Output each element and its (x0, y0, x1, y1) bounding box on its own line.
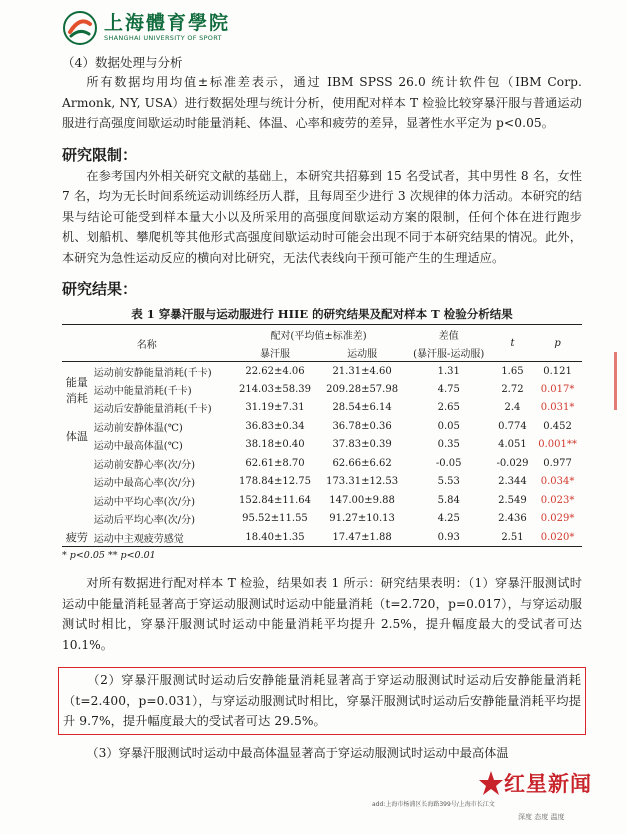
table-row (62, 380, 582, 399)
row-sweat-value: 62.61±8.70 (245, 457, 305, 469)
row-sweat-value: 95.52±11.55 (242, 513, 308, 525)
results-paragraph-1: 对所有数据进行配对样本 T 检验，结果如表 1 所示：研究结果表明：（1）穿暴汗服测试时运动中能量消耗显著高于穿运动服测试时运动中能量消耗（t=2.720，p=0.017），与穿运动服测试时相比，穿暴汗服测试时运动中能量消耗平均提升 2.5%，提升幅度最大的受试者可达 10.1%。 (62, 576, 582, 652)
row-sport-value: 37.83±0.39 (332, 439, 392, 451)
row-sport-value: 173.31±12.53 (326, 476, 399, 488)
table-row (62, 473, 582, 492)
university-emblem-icon (62, 10, 98, 46)
section-heading-data-analysis: （4）数据处理与分析 (62, 55, 183, 70)
table-row (62, 399, 582, 418)
row-item-name: 运动中最高心率(次/分) (93, 478, 195, 490)
col-header-name: 名称 (62, 325, 231, 362)
row-p-value: 0.020* (533, 528, 582, 547)
row-t-value: 2.344 (498, 476, 527, 488)
row-sweat-value: 18.40±1.35 (231, 528, 318, 547)
row-item-name: 运动前安静体温(℃) (93, 422, 183, 434)
row-sport-value: 28.54±6.14 (332, 402, 392, 414)
row-diff-value: 0.35 (437, 439, 460, 451)
row-diff-value: -0.05 (435, 457, 462, 469)
results-paragraph-2: （2）穿暴汗服测试时运动后安静能量消耗显著高于穿运动服测试时运动后安静能量消耗（t=2.400，p=0.031），与穿运动服测试时相比，穿暴汗服测试时运动后安静能量消耗平均提升 9.7%，提升幅度最大的受试者可达 29.5%。 (63, 673, 581, 728)
data-analysis-paragraph: 所有数据均用均值±标准差表示，通过 IBM SPSS 26.0 统计软件包（IBM Corp. Armonk, NY, USA）进行数据处理与统计分析，使用配对样本 T 检验比较穿暴汗服与普通运动服进行高强度间歇运动时能量消耗、体温、心率和疲劳的差异，显著性水平定为 p<0.05。 (62, 75, 582, 130)
university-name-en: SHANGHAI UNIVERSITY OF SPORT (104, 34, 222, 42)
row-diff-value: 4.25 (437, 513, 460, 525)
row-diff-value: 1.31 (437, 365, 460, 377)
table-row (62, 436, 582, 455)
row-item-name: 运动中能量消耗(千卡) (93, 385, 192, 397)
row-category-line: 能量 (65, 375, 88, 389)
table-caption: 表 1 穿暴汗服与运动服进行 HIIE 的研究结果及配对样本 T 检验分析结果 (131, 307, 513, 321)
limitations-paragraph: 在参考国内外相关研究文献的基础上，本研究共招募到 15 名受试者，其中男性 8 名，女性 7 名，均为无长时间系统运动训练经历人群，且每周至少进行 3 次规律的体力活动。本研究的结果与结论可能受到样本量大小以及所采用的高强度间歇运动方案的限制，任何个体在进行跑步机、划船机、攀爬机等其他形式高强度间歇运动时可能会出现不同于本研究结果的情况。此外，本研究为急性运动反应的横向对比研究，无法代表线向干预可能产生的生理适应。 (62, 168, 582, 265)
row-sport-value: 36.78±0.36 (332, 420, 392, 432)
row-category (62, 454, 92, 528)
row-item-name: 运动前安静心率(次/分) (93, 459, 195, 471)
row-item-name: 运动中最高体温(℃) (93, 441, 183, 453)
highlight-box (58, 667, 586, 735)
row-t-value: 1.65 (501, 365, 524, 377)
table-row (62, 491, 582, 510)
table-row (62, 510, 582, 529)
footer-address: add:上海市杨浦区长海路399号/上海市长江文 (372, 801, 495, 808)
row-t-value: 4.051 (498, 439, 527, 451)
row-p-value: 0.034* (540, 476, 575, 488)
col-header-sport: 运动服 (319, 343, 406, 362)
row-t-value: 2.72 (501, 383, 524, 395)
row-item-name: 运动中平均心率(次/分) (93, 496, 195, 508)
table-row (62, 417, 582, 436)
row-diff-value: 4.75 (437, 383, 460, 395)
row-p-value: 0.001** (538, 439, 577, 451)
row-sport-value: 147.00±9.88 (329, 494, 395, 506)
row-sweat-value: 152.84±11.64 (238, 494, 311, 506)
row-sport-value: 17.47±1.88 (319, 528, 406, 547)
col-header-diff-sub: (暴汗服-运动服) (406, 343, 492, 362)
row-category (62, 362, 92, 418)
row-sweat-value: 36.83±0.34 (245, 420, 305, 432)
row-sweat-value: 38.18±0.40 (245, 439, 305, 451)
row-sport-value: 21.31±4.60 (332, 365, 392, 377)
table-row (62, 362, 582, 381)
row-item-name: 运动后平均心率(次/分) (93, 515, 195, 527)
university-header (62, 10, 230, 46)
results-table-body (62, 362, 582, 547)
row-p-value: 0.017* (540, 383, 575, 395)
row-diff-value: 0.05 (437, 420, 460, 432)
table-row (62, 454, 582, 473)
col-header-p: p (533, 325, 582, 362)
row-category-line: 消耗 (65, 391, 88, 405)
row-sport-value: 91.27±10.13 (329, 513, 395, 525)
margin-mark (614, 352, 617, 410)
row-t-value: 2.549 (498, 494, 527, 506)
table-row (62, 528, 582, 547)
row-sweat-value: 31.19±7.31 (245, 402, 305, 414)
row-sport-value: 62.66±6.62 (332, 457, 392, 469)
row-item-name: 运动前安静能量消耗(千卡) (93, 367, 212, 379)
row-sport-value: 209.28±57.98 (326, 383, 399, 395)
table-notes: * p<0.05 ** p<0.01 (62, 550, 156, 561)
row-diff-value: 5.53 (437, 476, 460, 488)
row-sweat-value: 22.62±4.06 (245, 365, 305, 377)
row-p-value: 0.121 (543, 365, 572, 377)
row-t-value: -0.029 (496, 457, 529, 469)
row-category: 体温 (65, 429, 88, 443)
row-p-value: 0.023* (540, 494, 575, 506)
row-diff-value: 2.65 (437, 402, 460, 414)
document-body (62, 48, 582, 763)
results-paragraph-3: （3）穿暴汗服测试时运动中最高体温显著高于穿运动服测试时运动中最高体温 (86, 745, 509, 760)
row-t-value: 2.4 (504, 402, 521, 414)
row-t-value: 0.774 (498, 420, 527, 432)
row-diff-value: 5.84 (437, 494, 460, 506)
watermark-subtitle: 深度 态度 温度 (518, 813, 565, 821)
row-sweat-value: 214.03±58.39 (238, 383, 311, 395)
row-t-value: 2.436 (498, 513, 527, 525)
col-header-sweat: 暴汗服 (231, 343, 318, 362)
col-header-pair: 配对(平均值±标准差) (231, 325, 405, 344)
row-item-name: 运动中主观疲劳感觉 (92, 528, 232, 547)
university-name-cn: 上海體育學院 (104, 12, 231, 34)
col-header-t: t (492, 325, 533, 362)
row-t-value: 2.51 (492, 528, 533, 547)
results-title: 研究结果： (62, 280, 138, 298)
limitations-title: 研究限制： (62, 145, 138, 164)
watermark-brand: 红星新闻 (504, 771, 592, 796)
results-table (62, 324, 582, 547)
row-diff-value: 0.93 (406, 528, 492, 547)
col-header-diff: 差值 (406, 325, 492, 344)
row-category: 疲劳 (62, 528, 92, 547)
news-watermark (478, 768, 592, 798)
row-p-value: 0.029* (540, 513, 575, 525)
row-item-name: 运动后安静能量消耗(千卡) (93, 404, 212, 416)
row-p-value: 0.977 (543, 457, 572, 469)
row-sweat-value: 178.84±12.75 (238, 476, 311, 488)
row-p-value: 0.031* (540, 402, 575, 414)
red-star-icon (478, 770, 504, 796)
row-p-value: 0.452 (543, 420, 572, 432)
